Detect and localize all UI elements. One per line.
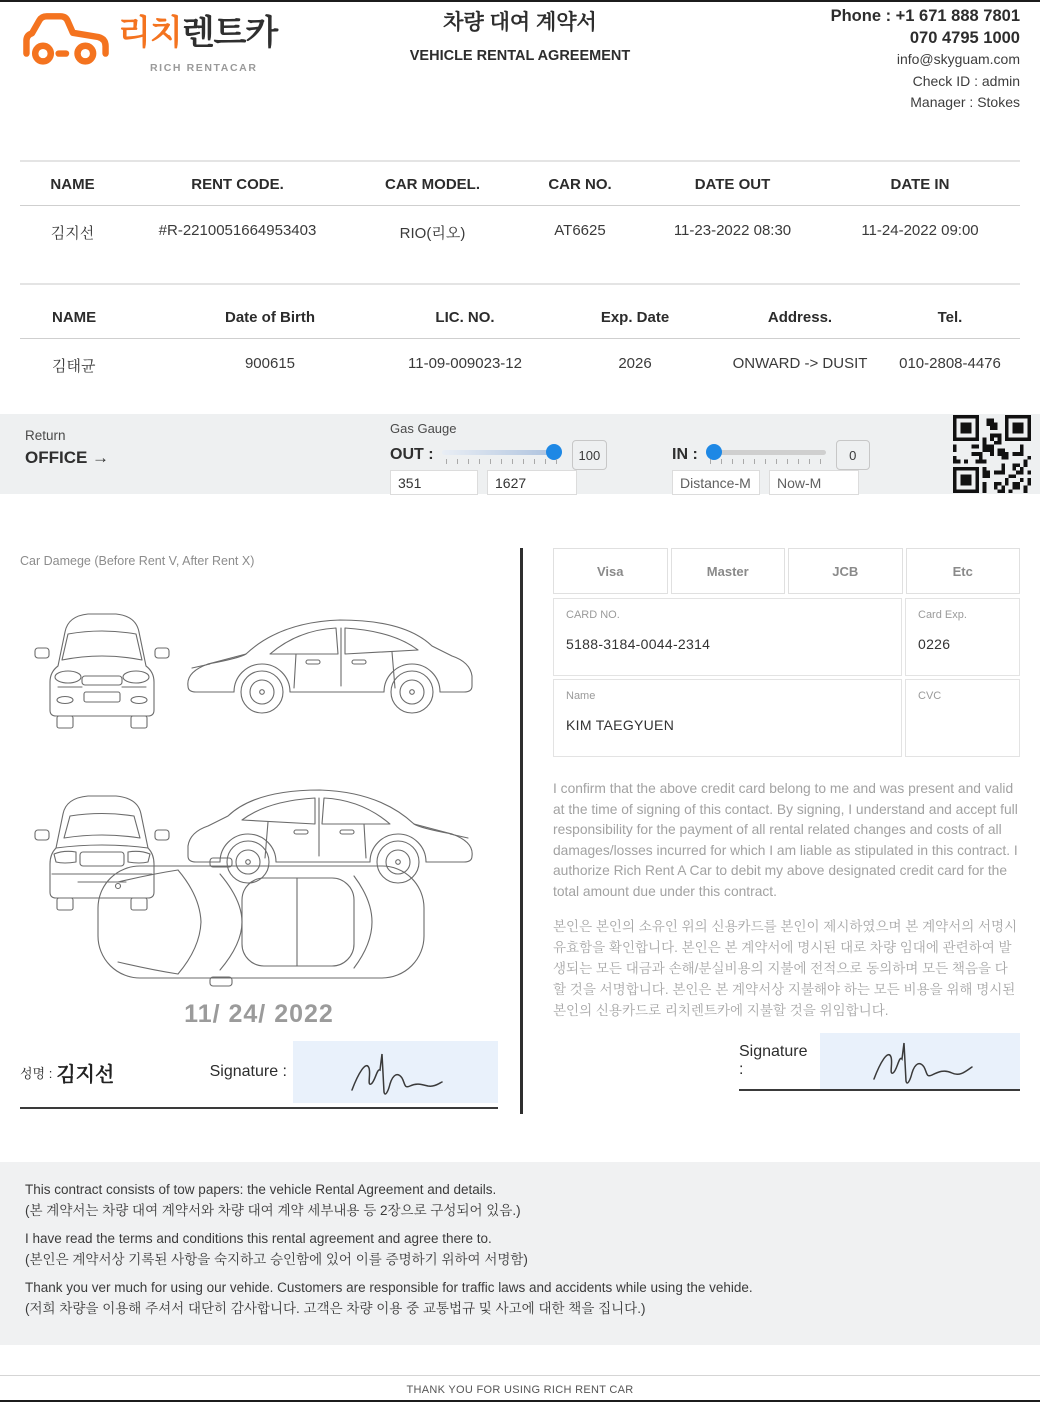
out-distance-input[interactable] <box>390 470 478 495</box>
table-header-cell: RENT CODE. <box>125 161 350 206</box>
confirmation-text-korean: 본인은 본인의 소유인 위의 신용카드를 본인이 제시하였으며 본 계약서의 서명시 유효함을 확인합니다. 본인은 본 계약서에 명시된 대로 차량 임대에 관련하여 발생되는 모든 대금과 손해/분실비용의 지불에 전적으로 동의하며 모든 책음을 다할 것을 서명합니다. 본인은 본 계약서상 지불해야 하는 모든 비용을 위해 명시된 본인의 신용카드로 리치렌트카에 지불할 것을 위임합니다. <box>553 919 1018 1018</box>
card-type-etc[interactable]: Etc <box>906 548 1021 594</box>
card-holder-field[interactable] <box>553 679 902 757</box>
gas-out-slider[interactable] <box>442 442 562 468</box>
main-section <box>20 522 1020 1114</box>
table-header-cell: Date of Birth <box>160 295 380 339</box>
note-item <box>25 1277 1015 1319</box>
footer-thanks-text: THANK YOU FOR USING RICH RENT CAR <box>406 1384 634 1396</box>
in-now-input[interactable] <box>769 470 859 495</box>
office-label: OFFICE → <box>25 448 110 467</box>
rent-code: #R-2210051664953403 <box>158 222 317 239</box>
card-number-value: 5188-3184-0044-2314 <box>566 636 711 652</box>
qr-code <box>948 414 1036 494</box>
car-logo-icon <box>20 8 112 66</box>
table-header-row <box>20 295 1020 339</box>
signature-label: Signature : <box>209 1063 287 1080</box>
car-damage-label: Car Damege (Before Rent V, After Rent X) <box>20 554 255 568</box>
rental-info-table <box>20 160 1020 285</box>
payment-column <box>523 522 1020 1114</box>
note-korean: (저희 차량을 이용해 주셔서 대단히 감사합니다. 고객은 차량 이용 중 교통법규 및 사고에 대한 책을 집니다.) <box>25 1301 646 1316</box>
slider-thumb[interactable] <box>706 444 722 460</box>
page-title <box>410 6 630 64</box>
title-english: VEHICLE RENTAL AGREEMENT <box>409 48 631 64</box>
license-number: 11-09-009023-12 <box>408 355 522 372</box>
slider-track[interactable] <box>442 450 562 455</box>
card-holder-label: Name <box>566 690 596 702</box>
gas-in-slider[interactable] <box>706 442 826 468</box>
brand-name: 리치렌트카 <box>118 14 278 52</box>
license-exp-date: 2026 <box>618 355 652 372</box>
card-cvc-field[interactable] <box>905 679 1020 757</box>
renter-signature-name: 김지선 <box>56 1063 115 1086</box>
slider-ticks <box>446 459 558 464</box>
in-distance-input[interactable] <box>672 470 760 495</box>
driver-name: 김태균 <box>52 358 96 375</box>
brand-subtitle: RICH RENTACAR <box>150 62 258 74</box>
card-exp-label: Card Exp. <box>918 609 967 621</box>
name-label: 성명 : <box>20 1065 53 1081</box>
table-header-cell: DATE IN <box>820 161 1020 206</box>
renter-name: 김지선 <box>50 225 95 242</box>
card-type-selector <box>553 548 1020 594</box>
out-now-input[interactable] <box>487 470 577 495</box>
brand-logo <box>20 8 277 74</box>
gas-gauge-section <box>0 414 1040 494</box>
note-korean: (본 계약서는 차량 대여 계약서와 차량 대여 계약 세부내용 등 2장으로 구성되어 있음.) <box>25 1203 521 1218</box>
contact-info <box>831 5 1020 114</box>
phone-secondary: 070 4795 1000 <box>909 29 1020 47</box>
car-rear-view-diagram <box>35 796 169 910</box>
signature-label: Signature : <box>739 1043 808 1078</box>
card-holder-value: KIM TAEGYUEN <box>566 717 675 733</box>
header <box>0 2 1040 160</box>
table-row <box>20 206 1020 285</box>
card-exp-value: 0226 <box>918 636 951 652</box>
card-type-master[interactable]: Master <box>671 548 786 594</box>
slider-track[interactable] <box>706 450 826 455</box>
contract-date: 11/ 24/ 2022 <box>184 1000 334 1028</box>
gas-out-value: 100 <box>572 440 608 470</box>
slider-ticks <box>710 459 822 464</box>
car-model: RIO(리오) <box>399 225 466 242</box>
card-type-visa[interactable]: Visa <box>553 548 668 594</box>
slider-thumb[interactable] <box>546 444 562 460</box>
gas-gauge-label: Gas Gauge <box>390 421 457 436</box>
card-number-label: CARD NO. <box>566 609 620 621</box>
table-header-cell: Tel. <box>880 295 1020 339</box>
address: ONWARD -> DUSIT <box>732 355 868 372</box>
signature-scribble <box>860 1035 980 1087</box>
note-korean: (본인은 계약서상 기록된 사항을 숙지하고 승인함에 있어 이를 증명하기 위하여 서명함) <box>25 1252 528 1267</box>
car-damage-column <box>20 522 498 1114</box>
signature-scribble <box>336 1044 456 1100</box>
renter-signature-row <box>20 1041 498 1109</box>
gas-in-value: 0 <box>836 440 870 470</box>
check-id: Check ID : admin <box>912 72 1020 89</box>
driver-info-table <box>20 295 1020 404</box>
table-header-cell: DATE OUT <box>645 161 820 206</box>
table-header-cell: NAME <box>20 295 160 339</box>
manager: Manager : Stokes <box>910 94 1020 110</box>
car-side-right-view-diagram <box>188 790 472 883</box>
page-footer <box>0 1375 1040 1396</box>
table-header-cell: NAME <box>20 161 125 206</box>
table-header-row <box>20 161 1020 206</box>
table-header-cell: LIC. NO. <box>380 295 550 339</box>
in-label: IN : <box>672 446 698 463</box>
note-item <box>25 1179 1015 1221</box>
contract-notes <box>0 1162 1040 1345</box>
note-english: This contract consists of tow papers: the vehicle Rental Agreement and details. <box>25 1182 497 1197</box>
note-english: Thank you ver much for using our vehide. Customers are responsible for traffic laws and accidents while using the vehide. <box>25 1280 753 1295</box>
cardholder-signature-box[interactable] <box>820 1033 1020 1089</box>
car-damage-diagrams[interactable] <box>20 574 498 988</box>
car-number: AT6625 <box>554 222 606 239</box>
card-type-jcb[interactable]: JCB <box>788 548 903 594</box>
card-number-field[interactable] <box>553 598 902 676</box>
phone-primary: Phone : +1 671 888 7801 <box>830 7 1020 25</box>
car-side-left-view-diagram <box>188 620 472 713</box>
table-header-cell: CAR NO. <box>515 161 645 206</box>
table-header-cell: Exp. Date <box>550 295 720 339</box>
car-front-view-diagram <box>35 614 169 728</box>
note-english: I have read the terms and conditions this rental agreement and agree there to. <box>25 1231 492 1246</box>
renter-signature-box[interactable] <box>293 1041 498 1103</box>
telephone: 010-2808-4476 <box>899 355 1001 372</box>
out-label: OUT : <box>390 446 434 463</box>
table-header-cell: CAR MODEL. <box>350 161 515 206</box>
return-office-block <box>25 428 109 468</box>
note-item <box>25 1228 1015 1270</box>
email: info@skyguam.com <box>896 51 1020 67</box>
confirmation-text-english: I confirm that the above credit card belong to me and was present and valid at the time of signing of this contact. By signing, I understand and accept full responsibility for the payment of all rental related changes and costs of all damages/losses incurred for which I am liable as stipulated in this contract. I authorize Rich Rent A Car to debit my above designated credit card for the total amount due under this contract. <box>553 781 1018 899</box>
title-korean: 차량 대여 계약서 <box>443 11 597 34</box>
date-out: 11-23-2022 08:30 <box>673 222 792 239</box>
card-cvc-label: CVC <box>918 690 942 702</box>
table-row <box>20 339 1020 405</box>
date-of-birth: 900615 <box>244 355 296 372</box>
cardholder-signature-row <box>739 1033 1020 1091</box>
car-top-view-diagram <box>98 858 424 986</box>
return-label: Return <box>25 428 66 443</box>
card-details <box>553 598 1020 757</box>
date-in: 11-24-2022 09:00 <box>861 222 979 239</box>
table-header-cell: Address. <box>720 295 880 339</box>
card-exp-field[interactable] <box>905 598 1020 676</box>
